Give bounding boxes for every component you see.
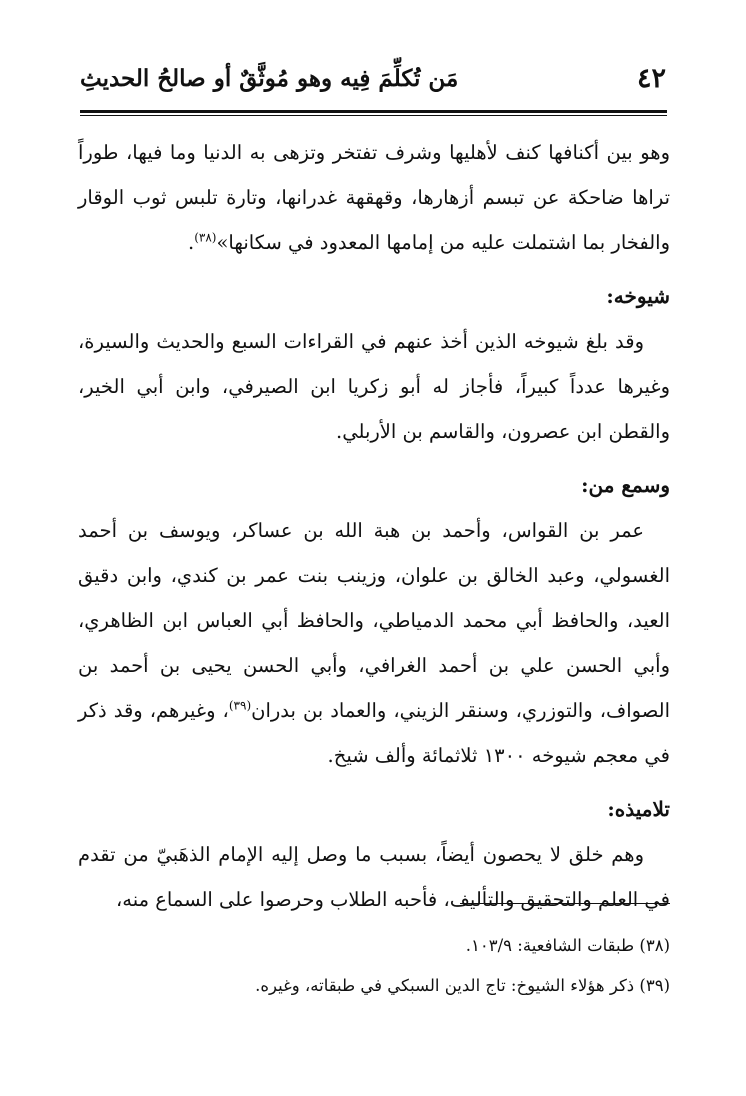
body-text	[78, 130, 670, 922]
paragraph-talamidh: وهم خلق لا يحصون أيضاً، بسبب ما وصل إليه الإمام الذهَبيّ من تقدم في العلم والتحقيق والتأليف، فأحبه الطلاب وحرصوا على السماع منه،	[78, 843, 670, 911]
paragraph-intro-text: وهو بين أكنافها كنف لأهليها وشرف تفتخر وتزهى به الدنيا وما فيها، طوراً تراها ضاحكة عن تبسم أزهارها، وقهقهة غدرانها، وتارة تلبس ثوب الوقار والفخار بما اشتملت عليه من إمامها المعدود في سكانها»	[78, 141, 670, 254]
page-header	[80, 58, 666, 98]
paragraph-sami-text: عمر بن القواس، وأحمد بن هبة الله بن عساكر، ويوسف بن أحمد الغسولي، وعبد الخالق بن علوان، وزينب بنت عمر بن كندي، وابن دقيق العيد، والحافظ أبي محمد الدمياطي، والحافظ أبي العباس ابن الظاهري، وأبي الحسن علي بن أحمد الغرافي، وأبي الحسن يحيى بن أحمد بن الصواف، والتوزري، وسنقر الزيني، والعماد بن بدران	[78, 519, 671, 722]
paragraph-shuyukh: وقد بلغ شيوخه الذين أخذ عنهم في القراءات السبع والحديث والسيرة، وغيرها عدداً كبيراً، فأجاز له أبو زكريا ابن الصيرفي، وابن أبي الخير، والقطن ابن عصرون، والقاسم بن الأربلي.	[78, 330, 670, 443]
paragraph-intro	[78, 130, 670, 265]
paragraph-sami	[78, 508, 670, 778]
page-number: ٤٢	[636, 62, 666, 94]
footnote-ref-39[interactable]: (٣٩)	[228, 698, 252, 713]
header-rule	[80, 110, 667, 116]
heading-sami: وسمع من:	[581, 473, 670, 497]
heading-talamidh: تلاميذه:	[607, 797, 670, 821]
footnote-39: (٣٩) ذكر هؤلاء الشيوخ: تاج الدين السبكي في طبقاته، وغيره.	[255, 976, 670, 995]
footnote-38: (٣٨) طبقات الشافعية: ١٠٣/٩.	[465, 936, 670, 955]
paragraph-sami-end: ، وغيرهم، وقد ذكر في معجم شيوخه ١٣٠٠ ثلاثمائة وألف شيخ.	[78, 699, 670, 767]
footnote-rule	[460, 903, 670, 904]
paragraph-intro-end: .	[188, 231, 195, 254]
running-title: مَن تُكلِّمَ فِيه وهو مُوثَّقٌ أو صالحُ الحديثِ	[80, 64, 459, 92]
footnotes	[78, 926, 670, 1006]
footnote-ref-38[interactable]: (٣٨)	[194, 230, 217, 245]
heading-shuyukh: شيوخه:	[606, 284, 670, 308]
